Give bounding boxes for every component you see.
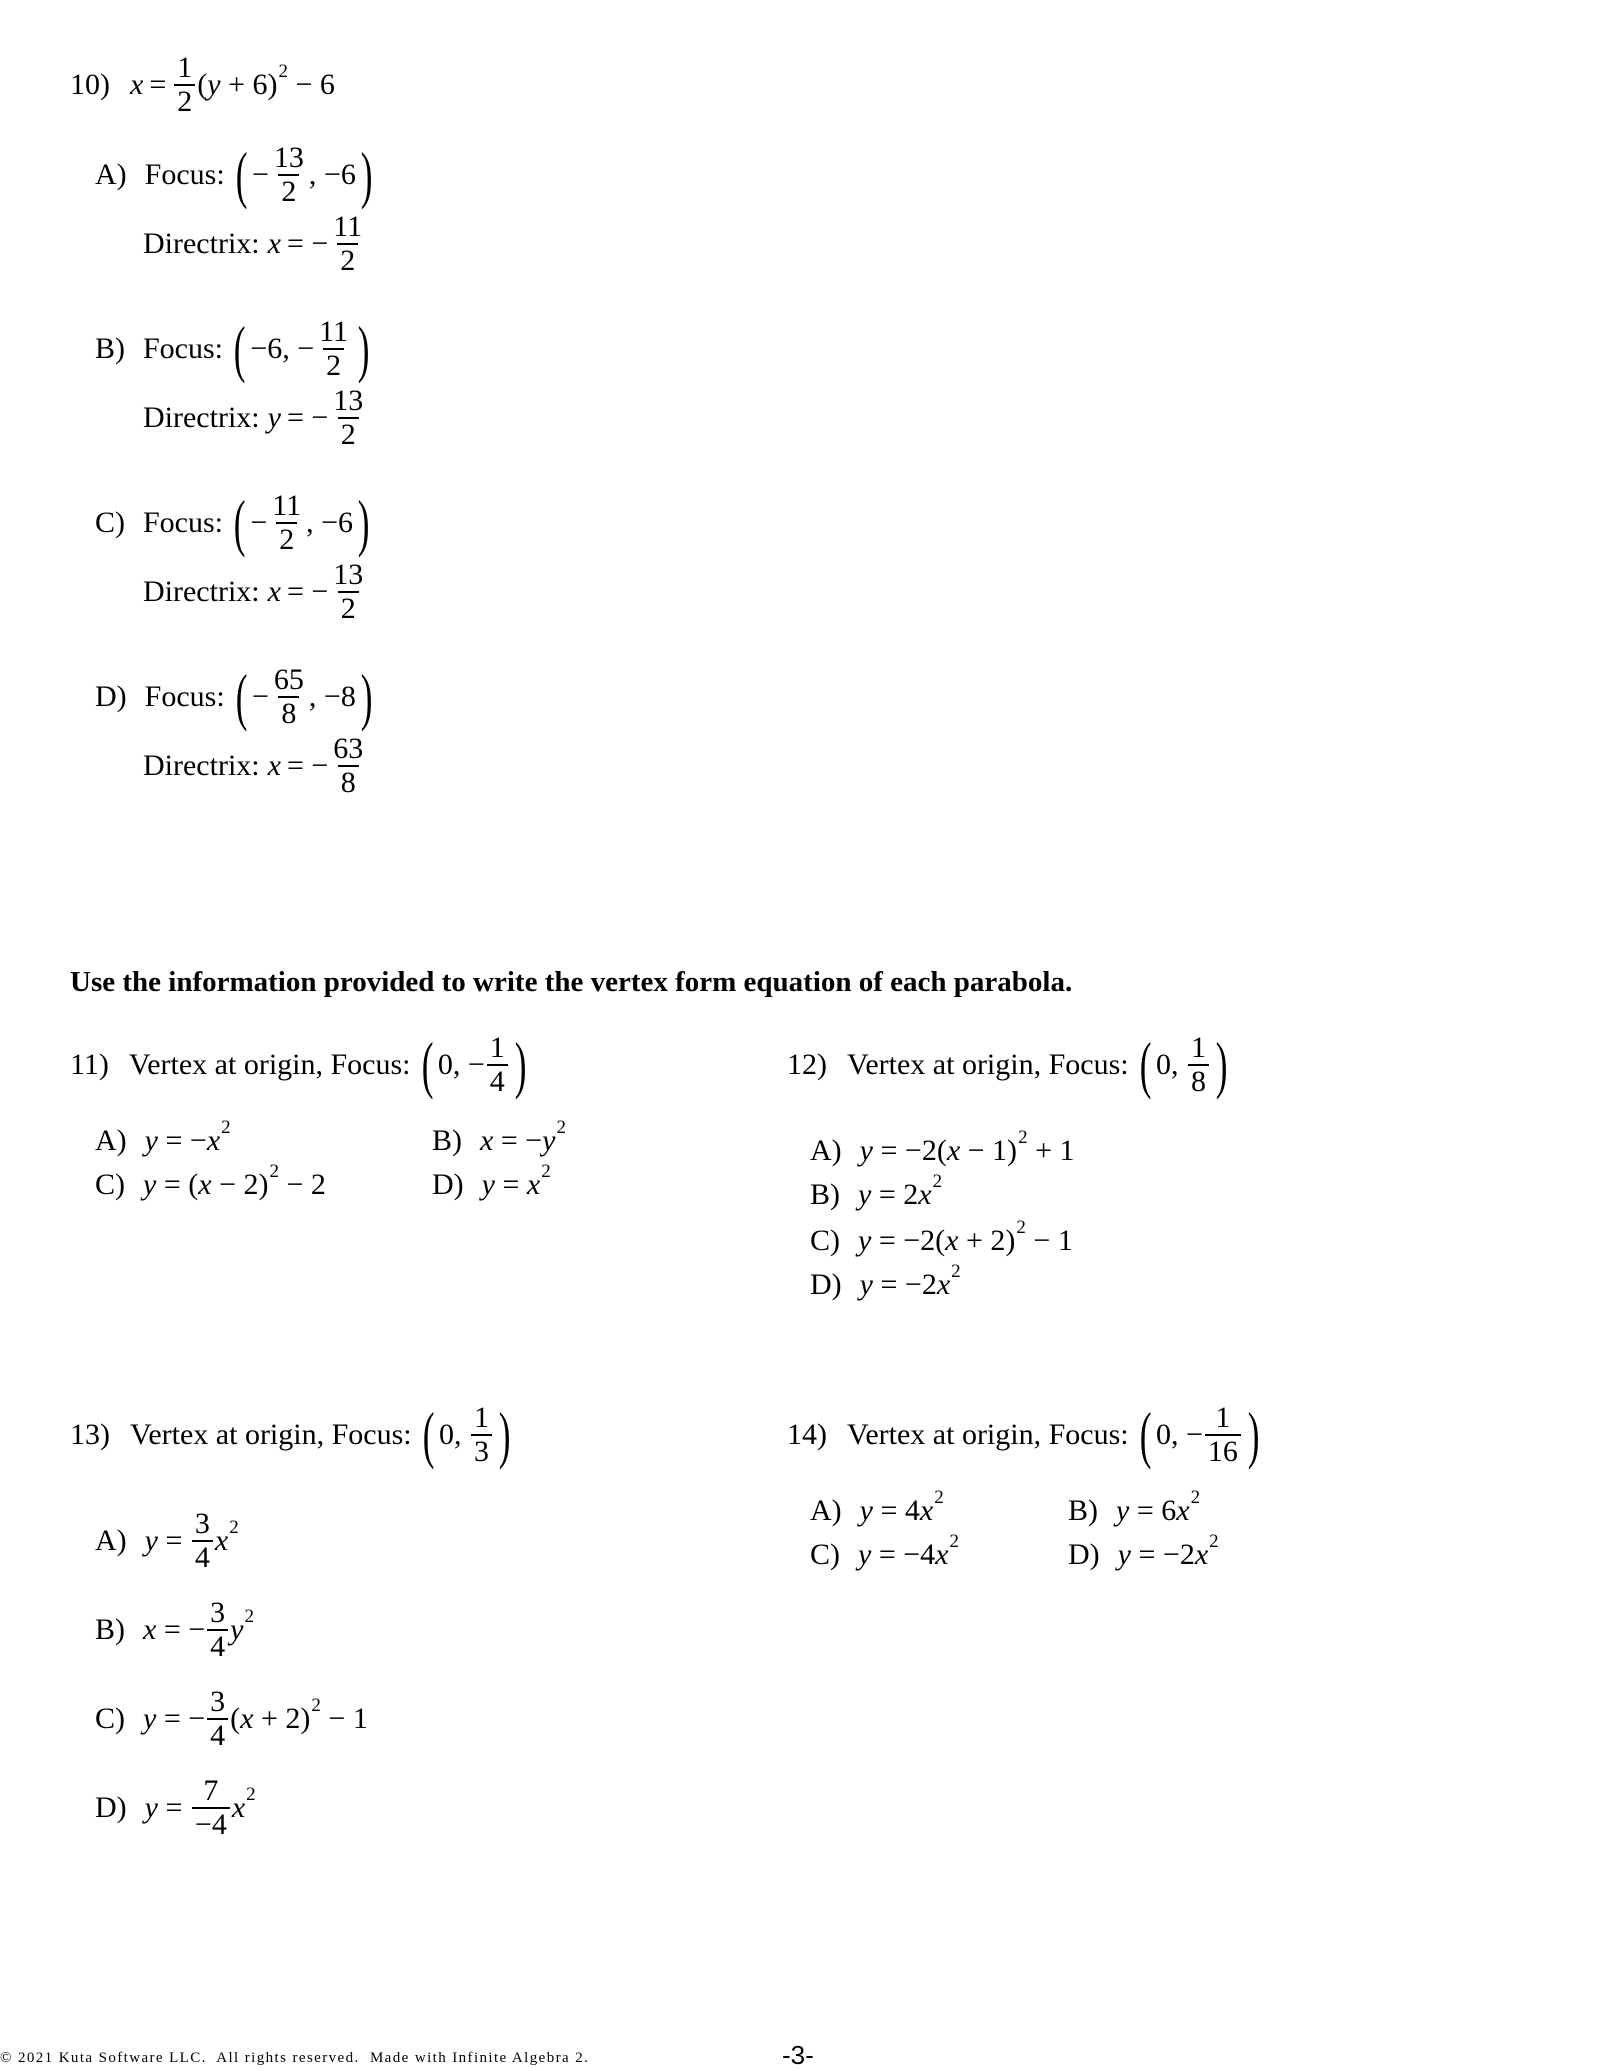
numerator: 1 [489,1031,505,1064]
equation-term: = [157,1790,190,1824]
open-paren: ( [421,1028,434,1100]
variable: x [918,1178,932,1211]
numerator: 1 [1190,1031,1206,1064]
q12-option-c [810,1217,1073,1258]
denominator: 2 [323,348,344,382]
exponent: 2 [229,1516,239,1538]
option-label: B) [432,1124,462,1157]
fraction [471,1402,492,1467]
variable: y [143,1168,157,1201]
denominator: 8 [338,765,359,799]
numerator: 11 [319,315,349,348]
q10-option-c [95,486,374,625]
numerator: 13 [333,558,364,591]
q13-option-b [95,1597,254,1662]
variable: x [267,574,281,608]
close-paren: ) [360,660,373,732]
option-label: C) [95,1168,125,1201]
open-paren: ( [233,312,246,384]
denominator: 4 [487,1064,508,1098]
fraction [1188,1032,1209,1097]
q11-option-d [432,1161,551,1202]
exponent: 2 [269,1161,279,1182]
equation-term: = 2 [871,1178,919,1211]
denominator: 4 [207,1718,228,1752]
open-paren: ( [1139,1028,1152,1100]
variable: x [214,1523,229,1557]
equation-term: = −2 [1130,1538,1195,1571]
variable: y [542,1124,556,1157]
denominator: 8 [1188,1064,1209,1098]
equals-sign: = − [286,574,329,608]
open-paren: ( [230,1701,241,1735]
focus-prefix: 0, − [1155,1417,1203,1451]
option-label: D) [432,1168,464,1201]
question-number: 10) [70,67,110,101]
question-prompt: Vertex at origin, Focus: [847,1417,1129,1451]
exponent: 2 [1209,1531,1219,1552]
equation-term: = − [157,1124,207,1157]
variable: x [935,1538,949,1571]
equation-term: = −2( [871,1224,946,1257]
variable: y [1116,1494,1130,1527]
variable: y [481,1168,495,1201]
numerator: 3 [210,1596,226,1629]
question-prompt: Vertex at origin, Focus: [128,1047,411,1081]
question-number: 11) [70,1047,109,1081]
option-label: D) [95,1790,127,1824]
equation-term: = −2 [872,1268,937,1301]
open-paren: ( [1139,1398,1152,1470]
equation-term: = [157,1523,190,1557]
option-label: B) [810,1178,840,1211]
fraction [271,664,307,729]
variable: y [230,1612,244,1646]
open-paren: ( [197,67,208,101]
page-number: -3- [782,2040,814,2070]
equation-term: = − [156,1612,206,1646]
variable: y [858,1224,872,1257]
equation-term: = 6 [1129,1494,1177,1527]
equation-term: − 1 [320,1701,368,1735]
focus-prefix: − [251,157,269,191]
question-14-prompt [787,1398,1264,1470]
denominator: 16 [1205,1434,1241,1468]
variable: x [526,1168,541,1201]
denominator: 2 [276,522,297,556]
option-label: B) [1068,1494,1098,1527]
variable: y [144,1523,158,1557]
close-paren: ) [357,486,370,558]
exponent: 2 [932,1171,943,1192]
option-label: D) [1068,1538,1100,1571]
close-paren: ) [514,1028,527,1100]
variable: x [946,1134,961,1167]
fraction [192,1508,213,1573]
equation-term: + 2) [958,1224,1016,1257]
question-10-equation [70,52,335,117]
directrix-label: Directrix: [143,226,260,260]
variable: x [936,1268,951,1301]
option-label: D) [95,679,127,713]
close-paren: ) [357,312,370,384]
equation-term: = 4 [872,1494,920,1527]
variable: y [1117,1538,1131,1571]
variable: x [919,1494,934,1527]
equation-term: − 6 [288,67,335,101]
focus-prefix: − [250,505,268,539]
focus-label: Focus: [144,679,225,713]
variable: x [267,226,281,260]
focus-prefix: 0, [438,1417,469,1451]
denominator: 4 [192,1540,213,1574]
variable: x [1194,1538,1209,1571]
equation-term: = −2( [872,1134,947,1167]
numerator: 63 [333,732,364,765]
question-number: 12) [787,1047,827,1081]
q10-option-b [95,312,374,451]
q11-option-b [432,1117,566,1158]
option-label: B) [95,1612,125,1646]
variable: y [859,1268,873,1301]
directrix-label: Directrix: [143,748,260,782]
close-paren: ) [267,67,278,101]
variable: x [267,748,281,782]
denominator: 2 [338,591,359,625]
fraction [330,211,365,276]
exponent: 2 [244,1605,254,1627]
directrix-label: Directrix: [143,400,260,434]
close-paren: ) [1215,1028,1228,1100]
exponent: 2 [541,1161,551,1182]
question-13-prompt [70,1398,515,1470]
open-paren: ( [233,486,246,558]
exponent: 2 [1016,1217,1026,1238]
focus-prefix: 0, [1155,1047,1186,1081]
focus-suffix: , −6 [306,505,354,539]
variable: y [144,1124,158,1157]
variable: x [143,1612,157,1646]
exponent: 2 [934,1487,944,1508]
fraction [269,490,304,555]
numerator: 65 [273,663,304,696]
equals-sign: = − [286,748,329,782]
q13-option-d [95,1775,256,1840]
close-paren: ) [1247,1398,1260,1470]
fraction [330,733,366,798]
exponent: 2 [951,1261,961,1282]
option-label: D) [810,1268,842,1301]
fraction [330,559,366,624]
fraction [487,1032,508,1097]
variable: x [231,1790,246,1824]
q13-option-c [95,1686,368,1751]
option-label: A) [95,1124,127,1157]
exponent: 2 [311,1694,321,1716]
option-label: C) [95,1701,125,1735]
equation-lhs: x [130,67,144,101]
option-label: A) [810,1494,842,1527]
fraction [271,142,307,207]
focus-prefix: − [251,679,269,713]
option-label: A) [95,157,127,191]
variable: y [858,1538,872,1571]
denominator: −4 [192,1807,230,1841]
q10-option-d [95,660,377,799]
open-paren: ( [235,138,248,210]
focus-label: Focus: [143,505,224,539]
numerator: 11 [333,210,363,243]
variable: x [1176,1494,1190,1527]
denominator: 2 [338,417,359,451]
denominator: 4 [207,1629,228,1663]
close-paren: ) [498,1398,511,1470]
equation-term: − 1) [960,1134,1018,1167]
equation-term: = − [156,1701,206,1735]
fraction [1205,1402,1241,1467]
numerator: 13 [333,384,364,417]
exponent: 2 [278,60,288,82]
equals-sign: = [149,67,167,101]
variable: y [858,1178,872,1211]
equation-term: + 2) [253,1701,311,1735]
equals-sign: = − [286,400,329,434]
q12-option-a [810,1127,1075,1168]
equation-term: − 2) [211,1168,269,1201]
denominator: 2 [337,243,358,277]
numerator: 1 [1215,1401,1231,1434]
question-prompt: Vertex at origin, Focus: [130,1417,412,1451]
q11-option-a [95,1117,231,1158]
equation-term: = − [493,1124,543,1157]
close-paren: ) [360,138,373,210]
exponent: 2 [246,1783,256,1805]
q14-option-d [1068,1531,1219,1572]
numerator: 13 [273,141,304,174]
numerator: 7 [203,1774,219,1807]
option-label: B) [95,331,125,365]
exponent: 2 [1018,1127,1028,1148]
fraction [192,1775,230,1840]
fraction [174,52,195,117]
q10-option-a [95,138,377,277]
equation-term: = −4 [871,1538,936,1571]
equals-sign: = − [286,226,329,260]
open-paren: ( [235,660,248,732]
option-label: A) [95,1523,127,1557]
denominator: 8 [278,696,299,730]
question-prompt: Vertex at origin, Focus: [847,1047,1129,1081]
equation-term: = ( [156,1168,199,1201]
focus-label: Focus: [143,331,224,365]
section-heading: Use the information provided to write the vertex form equation of each parabola. [70,966,1073,998]
copyright-footer: © 2021 Kuta Software LLC. All rights reserved. Made with Infinite Algebra 2. [0,2050,590,2066]
exponent: 2 [556,1117,566,1138]
numerator: 1 [177,51,193,84]
numerator: 11 [272,489,302,522]
open-paren: ( [422,1398,435,1470]
denominator: 3 [471,1434,492,1468]
fraction [316,316,351,381]
option-label: C) [810,1538,840,1571]
focus-suffix: , −6 [308,157,356,191]
fraction [330,385,366,450]
focus-suffix: , −8 [308,679,356,713]
equation-term: + 6 [220,67,268,101]
variable: y [143,1701,157,1735]
option-label: C) [95,505,125,539]
variable: y [207,67,221,101]
variable: x [240,1701,254,1735]
variable: x [945,1224,959,1257]
variable: x [480,1124,494,1157]
variable: y [859,1134,873,1167]
q14-option-c [810,1531,959,1572]
directrix-label: Directrix: [143,574,260,608]
variable: y [267,400,281,434]
exponent: 2 [1190,1487,1201,1508]
q13-option-a [95,1508,239,1573]
equation-term: − 1 [1025,1224,1073,1257]
question-11-prompt [70,1028,531,1100]
numerator: 3 [194,1507,210,1540]
denominator: 2 [278,174,299,208]
exponent: 2 [221,1117,231,1138]
denominator: 2 [174,84,195,118]
option-label: A) [810,1134,842,1167]
q14-option-b [1068,1487,1201,1528]
q12-option-d [810,1261,961,1302]
exponent: 2 [949,1531,959,1552]
focus-prefix: −6, − [250,331,315,365]
focus-prefix: 0, − [437,1047,485,1081]
variable: y [859,1494,873,1527]
fraction [207,1597,228,1662]
option-label: C) [810,1224,840,1257]
fraction [207,1686,228,1751]
equation-term: = [494,1168,527,1201]
variable: x [206,1124,221,1157]
variable: y [144,1790,158,1824]
numerator: 1 [473,1401,489,1434]
question-number: 14) [787,1417,827,1451]
equation-term: + 1 [1027,1134,1075,1167]
question-12-prompt [787,1028,1232,1100]
focus-label: Focus: [144,157,225,191]
q14-option-a [810,1487,944,1528]
q11-option-c [95,1161,326,1202]
q12-option-b [810,1171,943,1212]
question-number: 13) [70,1417,110,1451]
equation-term: − 2 [279,1168,326,1201]
numerator: 3 [210,1685,226,1718]
variable: x [198,1168,212,1201]
